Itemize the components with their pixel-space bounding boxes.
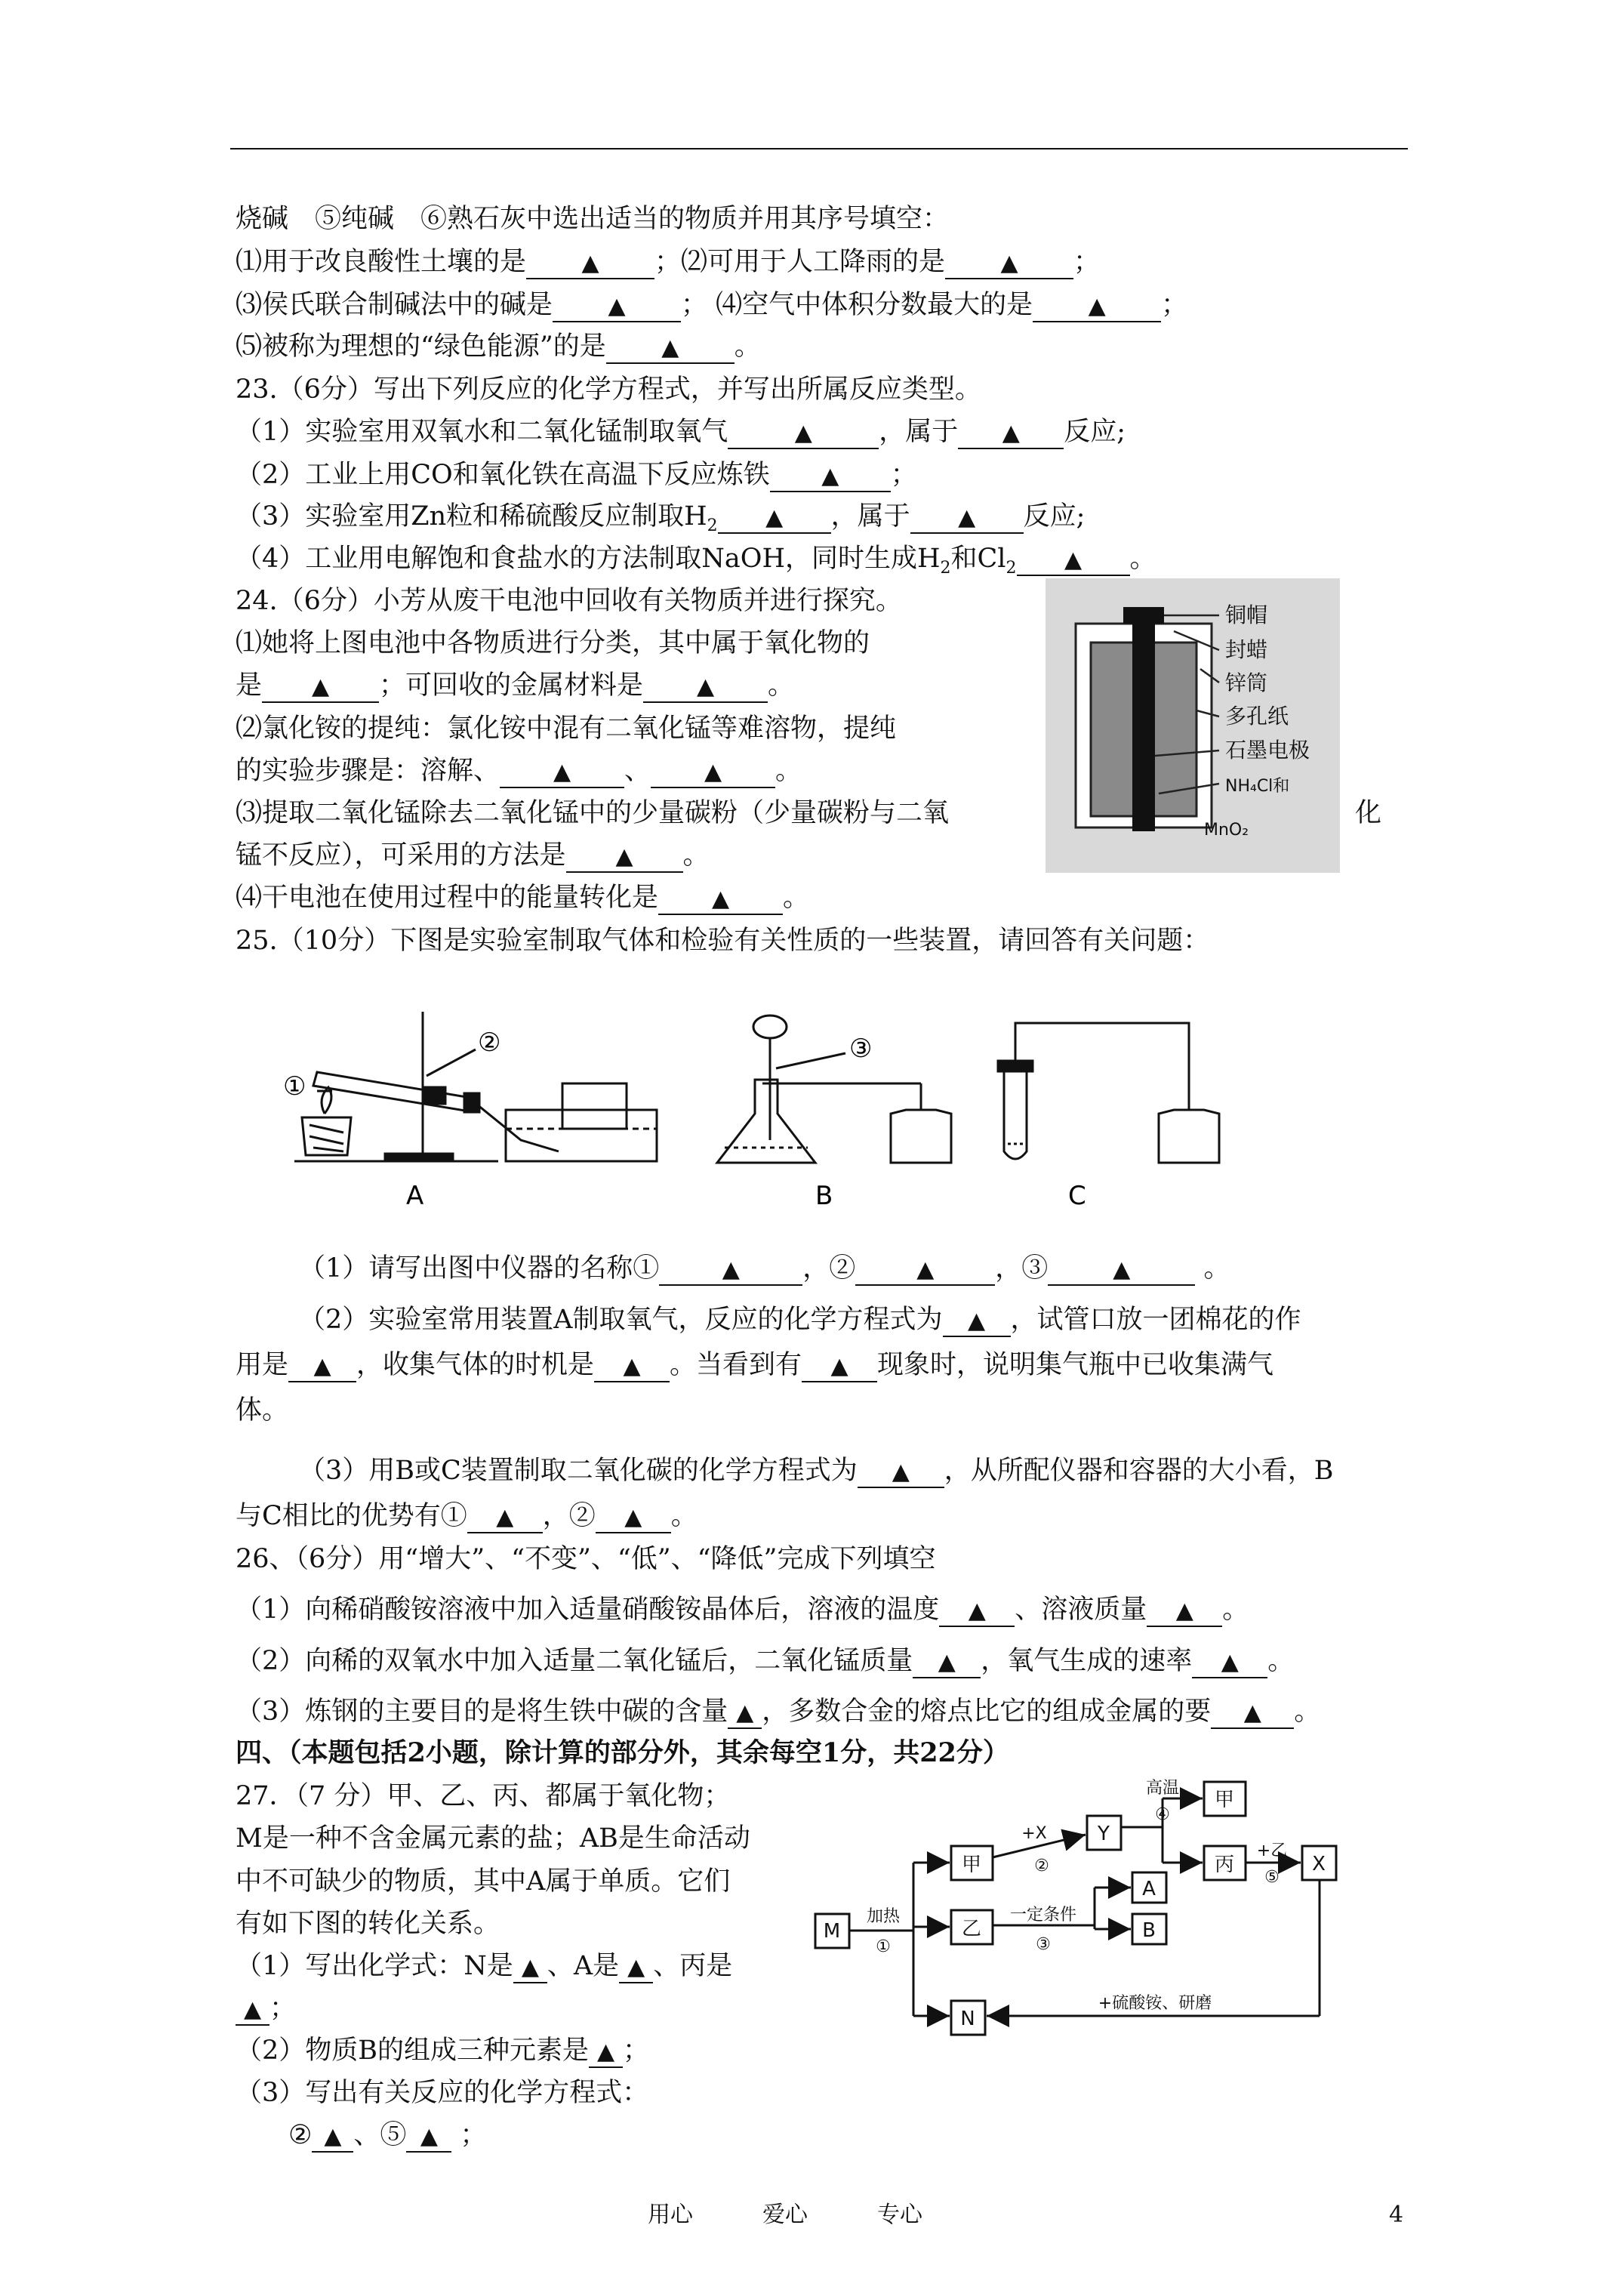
battery-label-zinc: 锌筒 xyxy=(1225,670,1268,695)
q24-line5: ⑶提取二氧化锰除去二氧化锰中的少量碳粉（少量碳粉与二氧 xyxy=(236,798,950,828)
q22-line3: ⑸被称为理想的“绿色能源”的是 ▲ 。 xyxy=(236,330,761,364)
q27-line6: （2）物质B的组成三种元素是 ▲ ； xyxy=(236,2034,649,2068)
gas-apparatus-figure xyxy=(272,982,1276,1208)
flow-label-plus-yi: +乙 xyxy=(1256,1841,1288,1860)
q25-line2: （2）实验室常用装置A制取氧气，反应的化学方程式为 ▲ ，试管口放一团棉花的作 xyxy=(299,1303,1301,1337)
q24-line1: ⑴她将上图电池中各物质进行分类，其中属于氧化物的 xyxy=(236,628,870,658)
battery-label-wax: 封蜡 xyxy=(1225,637,1268,662)
flow-label-5: ⑤ xyxy=(1264,1868,1280,1887)
q25-line6: 与C相比的优势有① ▲ ，② ▲ 。 xyxy=(236,1499,698,1533)
flow-node-jia-2: 甲 xyxy=(1214,1789,1235,1811)
apparatus-label-b: B xyxy=(815,1181,833,1208)
q25-line4: 体。 xyxy=(236,1395,289,1425)
flow-label-3: ③ xyxy=(1036,1935,1051,1954)
battery-label-mno2: MnO₂ xyxy=(1204,821,1249,840)
flow-label-4: ④ xyxy=(1155,1805,1170,1824)
flow-node-bing: 丙 xyxy=(1214,1854,1235,1876)
page-number: 4 xyxy=(1389,2202,1404,2228)
q24-line2: 是 ▲ ；可回收的金属材料是 ▲ 。 xyxy=(236,669,794,703)
flow-label-2: ② xyxy=(1034,1857,1049,1875)
q27-line4: （1）写出化学式：N是 ▲ 、A是 ▲ 、丙是 xyxy=(236,1949,732,1983)
battery-label-nh4cl: NH₄Cl和 xyxy=(1225,777,1290,796)
section-4-heading: 四、（本题包括2小题，除计算的部分外，其余每空1分，共22分） xyxy=(236,1737,1009,1768)
flow-label-heat: 加热 xyxy=(866,1907,901,1926)
q26-line3: （3）炼钢的主要目的是将生铁中碳的含量 ▲ ，多数合金的熔点比它的组成金属的要 ▲ 。 xyxy=(236,1695,1320,1729)
flow-node-yi: 乙 xyxy=(961,1918,982,1940)
q25-line1: （1）请写出图中仪器的名称① ▲ ，② ▲ ，③ ▲ 。 xyxy=(299,1252,1230,1286)
q27-line8: ② ▲ 、⑤ ▲ ； xyxy=(288,2119,487,2153)
footer-b: 爱心 xyxy=(762,2202,808,2228)
flow-node-a: A xyxy=(1142,1878,1156,1900)
q24-line5-tail: 化 xyxy=(1355,798,1382,828)
q24-line7: ⑷干电池在使用过程中的能量转化是 ▲ 。 xyxy=(236,881,809,915)
footer-a: 用心 xyxy=(648,2202,693,2228)
q23-line3: （3）实验室用Zn粒和稀硫酸反应制取$H_2$ ▲ ，属于 ▲ 反应; xyxy=(236,501,1086,535)
flow-label-plus-x: +X xyxy=(1021,1824,1047,1843)
q24-head: 24.（6分）小芳从废干电池中回收有关物质并进行探究。 xyxy=(236,586,902,616)
flow-label-hot: 高温 xyxy=(1145,1779,1180,1798)
q24-line4: 的实验步骤是：溶解、 ▲ 、 ▲ 。 xyxy=(236,754,802,788)
marker-3: ③ xyxy=(849,1034,873,1064)
q26-line1: （1）向稀硝酸铵溶液中加入适量硝酸铵晶体后，溶液的温度 ▲ 、溶液质量 ▲ 。 xyxy=(236,1593,1249,1627)
flow-node-y: Y xyxy=(1098,1823,1110,1845)
q23-head: 23.（6分）写出下列反应的化学方程式，并写出所属反应类型。 xyxy=(236,374,981,405)
apparatus-label-a: A xyxy=(406,1181,424,1208)
marker-1: ① xyxy=(283,1071,306,1102)
q24-line6: 锰不反应），可采用的方法是 ▲ 。 xyxy=(236,839,710,873)
q27-line2: 中不可缺少的物质，其中A属于单质。它们 xyxy=(236,1866,731,1897)
q27-head: 27．（7 分）甲、乙、丙、都属于氧化物； xyxy=(236,1781,731,1811)
header-rule xyxy=(230,148,1408,149)
marker-2: ② xyxy=(478,1028,501,1058)
q27-line3: 有如下图的转化关系。 xyxy=(236,1909,500,1939)
q27-flow-diagram xyxy=(808,1774,1351,2054)
footer-c: 专心 xyxy=(877,2202,922,2228)
battery-label-graphite: 石墨电极 xyxy=(1225,738,1310,763)
flow-node-x: X xyxy=(1312,1853,1326,1875)
flow-node-b: B xyxy=(1142,1919,1156,1942)
q27-line1: M是一种不含金属元素的盐；AB是生命活动 xyxy=(236,1823,750,1854)
flow-node-jia: 甲 xyxy=(961,1854,982,1876)
battery-label-paper: 多孔纸 xyxy=(1225,704,1289,729)
apparatus-label-c: C xyxy=(1068,1181,1086,1208)
flow-label-cond: 一定条件 xyxy=(1009,1906,1077,1925)
q22-intro: 烧碱 ⑤纯碱 ⑥熟石灰中选出适当的物质并用其序号填空： xyxy=(236,204,950,234)
q26-head: 26、（6分）用“增大”、“不变”、“低”、“降低”完成下列填空 xyxy=(236,1544,936,1574)
q27-line5: ▲ ； xyxy=(236,1992,296,2026)
q26-line2: （2）向稀的双氧水中加入适量二氧化锰后，二氧化锰质量 ▲ ，氧气生成的速率 ▲ 。 xyxy=(236,1644,1294,1678)
q25-line3: 用是 ▲ ，收集气体的时机是 ▲ 。当看到有 ▲ 现象时，说明集气瓶中已收集满气 xyxy=(236,1348,1273,1382)
q27-line7: （3）写出有关反应的化学方程式： xyxy=(236,2078,649,2108)
flow-label-nh4: +硫酸铵、研磨 xyxy=(1098,1994,1212,2013)
q22-line2: ⑶侯氏联合制碱法中的碱是 ▲ ； ⑷空气中体积分数最大的是 ▲ ； xyxy=(236,288,1187,322)
battery-diagram xyxy=(1046,578,1340,873)
q25-line5: （3）用B或C装置制取二氧化碳的化学方程式为 ▲ ，从所配仪器和容器的大小看，B xyxy=(299,1454,1334,1488)
q23-line1: （1）实验室用双氧水和二氧化锰制取氧气 ▲ ，属于 ▲ 反应; xyxy=(236,415,1126,449)
battery-label-cap: 铜帽 xyxy=(1225,603,1268,627)
flow-node-m: M xyxy=(823,1920,841,1943)
q23-line4: （4）工业用电解饱和食盐水的方法制取NaOH，同时生成$H_2$和$Cl_2$ ▲ 。 xyxy=(236,544,1156,578)
q23-line2: （2）工业上用CO和氧化铁在高温下反应炼铁 ▲ ； xyxy=(236,458,917,492)
q24-line3: ⑵氯化铵的提纯：氯化铵中混有二氧化锰等难溶物，提纯 xyxy=(236,713,897,744)
flow-label-1: ① xyxy=(876,1937,891,1956)
q22-line1: ⑴用于改良酸性土壤的是 ▲ ；⑵可用于人工降雨的是 ▲ ； xyxy=(236,245,1100,279)
flow-node-n: N xyxy=(960,2008,975,2030)
q25-head: 25.（10分）下图是实验室制取气体和检验有关性质的一些装置，请回答有关问题： xyxy=(236,926,1210,956)
